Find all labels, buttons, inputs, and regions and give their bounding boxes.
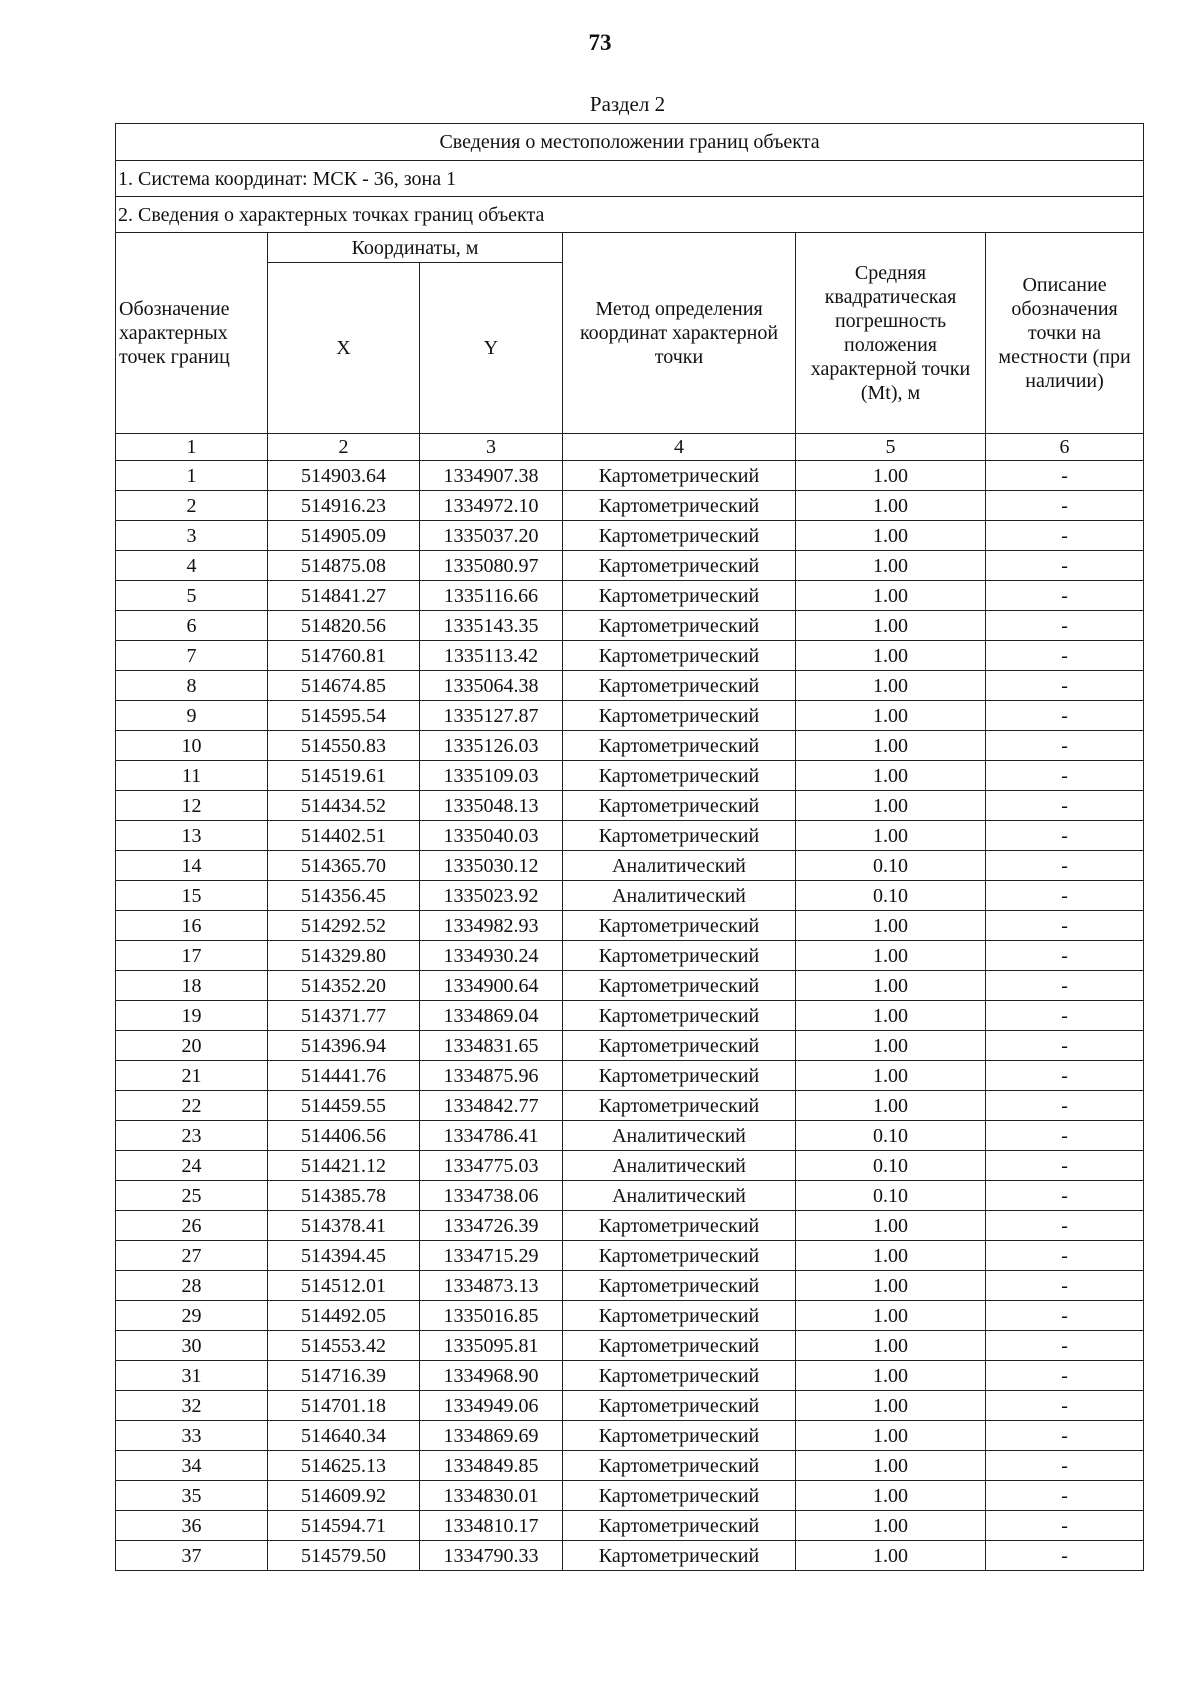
- description-cell: -: [986, 911, 1144, 941]
- error-cell: 1.00: [796, 701, 986, 731]
- method-cell: Картометрический: [563, 821, 796, 851]
- description-cell: -: [986, 1211, 1144, 1241]
- description-cell: -: [986, 491, 1144, 521]
- table-row: [116, 491, 1144, 521]
- x-coordinate-cell: 514701.18: [268, 1391, 420, 1421]
- table-row: [116, 881, 1144, 911]
- header-x: X: [268, 263, 420, 434]
- method-cell: Аналитический: [563, 1181, 796, 1211]
- method-cell: Картометрический: [563, 1001, 796, 1031]
- error-cell: 1.00: [796, 1541, 986, 1571]
- x-coordinate-cell: 514550.83: [268, 731, 420, 761]
- description-cell: -: [986, 881, 1144, 911]
- description-cell: -: [986, 1361, 1144, 1391]
- point-number-cell: 9: [116, 701, 268, 731]
- x-coordinate-cell: 514406.56: [268, 1121, 420, 1151]
- header-description: Описание обозначения точки на местности (при наличии): [986, 233, 1144, 434]
- error-cell: 1.00: [796, 1001, 986, 1031]
- table-row: [116, 1151, 1144, 1181]
- x-coordinate-cell: 514292.52: [268, 911, 420, 941]
- x-coordinate-cell: 514402.51: [268, 821, 420, 851]
- method-cell: Картометрический: [563, 521, 796, 551]
- x-coordinate-cell: 514841.27: [268, 581, 420, 611]
- error-cell: 1.00: [796, 1481, 986, 1511]
- method-cell: Картометрический: [563, 461, 796, 491]
- point-number-cell: 13: [116, 821, 268, 851]
- y-coordinate-cell: 1335126.03: [420, 731, 563, 761]
- y-coordinate-cell: 1335030.12: [420, 851, 563, 881]
- method-cell: Картометрический: [563, 1541, 796, 1571]
- table-row: [116, 1481, 1144, 1511]
- method-cell: Картометрический: [563, 641, 796, 671]
- x-coordinate-cell: 514459.55: [268, 1091, 420, 1121]
- error-cell: 1.00: [796, 761, 986, 791]
- error-cell: 1.00: [796, 731, 986, 761]
- section-label: Раздел 2: [589, 92, 666, 116]
- y-coordinate-cell: 1334869.69: [420, 1421, 563, 1451]
- description-cell: -: [986, 1151, 1144, 1181]
- error-cell: 1.00: [796, 1211, 986, 1241]
- y-coordinate-cell: 1334775.03: [420, 1151, 563, 1181]
- table-title: Сведения о местоположении границ объекта: [116, 124, 1144, 161]
- description-cell: -: [986, 551, 1144, 581]
- description-cell: -: [986, 1511, 1144, 1541]
- y-coordinate-cell: 1334842.77: [420, 1091, 563, 1121]
- header-method: Метод определения координат характерной точки: [563, 233, 796, 434]
- y-coordinate-cell: 1335048.13: [420, 791, 563, 821]
- y-coordinate-cell: 1334982.93: [420, 911, 563, 941]
- description-cell: -: [986, 1421, 1144, 1451]
- error-cell: 1.00: [796, 1391, 986, 1421]
- x-coordinate-cell: 514492.05: [268, 1301, 420, 1331]
- page-number: 73: [588, 30, 612, 55]
- table-row: [116, 701, 1144, 731]
- error-cell: 1.00: [796, 941, 986, 971]
- table-row: [116, 1241, 1144, 1271]
- table-row: [116, 1181, 1144, 1211]
- method-cell: Картометрический: [563, 1091, 796, 1121]
- table-row: [116, 641, 1144, 671]
- error-cell: 1.00: [796, 581, 986, 611]
- column-number: 6: [986, 434, 1144, 461]
- error-cell: 1.00: [796, 1301, 986, 1331]
- table-row: [116, 821, 1144, 851]
- y-coordinate-cell: 1335037.20: [420, 521, 563, 551]
- x-coordinate-cell: 514356.45: [268, 881, 420, 911]
- y-coordinate-cell: 1335113.42: [420, 641, 563, 671]
- table-row: [116, 1001, 1144, 1031]
- y-coordinate-cell: 1334786.41: [420, 1121, 563, 1151]
- error-cell: 1.00: [796, 1421, 986, 1451]
- y-coordinate-cell: 1334810.17: [420, 1511, 563, 1541]
- point-number-cell: 1: [116, 461, 268, 491]
- table-row: [116, 1301, 1144, 1331]
- method-cell: Картометрический: [563, 941, 796, 971]
- description-cell: -: [986, 581, 1144, 611]
- x-coordinate-cell: 514579.50: [268, 1541, 420, 1571]
- y-coordinate-cell: 1335109.03: [420, 761, 563, 791]
- x-coordinate-cell: 514519.61: [268, 761, 420, 791]
- error-cell: 1.00: [796, 1031, 986, 1061]
- x-coordinate-cell: 514760.81: [268, 641, 420, 671]
- y-coordinate-cell: 1335143.35: [420, 611, 563, 641]
- header-row-top: [116, 233, 1144, 263]
- method-cell: Картометрический: [563, 1331, 796, 1361]
- point-number-cell: 28: [116, 1271, 268, 1301]
- table-title-row: [116, 124, 1144, 161]
- method-cell: Картометрический: [563, 731, 796, 761]
- description-cell: -: [986, 611, 1144, 641]
- x-coordinate-cell: 514609.92: [268, 1481, 420, 1511]
- point-number-cell: 15: [116, 881, 268, 911]
- error-cell: 0.10: [796, 1151, 986, 1181]
- point-number-cell: 35: [116, 1481, 268, 1511]
- x-coordinate-cell: 514594.71: [268, 1511, 420, 1541]
- description-cell: -: [986, 641, 1144, 671]
- point-number-cell: 7: [116, 641, 268, 671]
- point-number-cell: 36: [116, 1511, 268, 1541]
- error-cell: 1.00: [796, 521, 986, 551]
- point-number-cell: 10: [116, 731, 268, 761]
- column-number: 4: [563, 434, 796, 461]
- error-cell: 1.00: [796, 1451, 986, 1481]
- x-coordinate-cell: 514640.34: [268, 1421, 420, 1451]
- error-cell: 1.00: [796, 1241, 986, 1271]
- y-coordinate-cell: 1334738.06: [420, 1181, 563, 1211]
- description-cell: -: [986, 1241, 1144, 1271]
- x-coordinate-cell: 514394.45: [268, 1241, 420, 1271]
- y-coordinate-cell: 1334972.10: [420, 491, 563, 521]
- error-cell: 1.00: [796, 461, 986, 491]
- x-coordinate-cell: 514625.13: [268, 1451, 420, 1481]
- x-coordinate-cell: 514352.20: [268, 971, 420, 1001]
- method-cell: Картометрический: [563, 491, 796, 521]
- point-number-cell: 18: [116, 971, 268, 1001]
- point-number-cell: 2: [116, 491, 268, 521]
- method-cell: Картометрический: [563, 1271, 796, 1301]
- error-cell: 1.00: [796, 821, 986, 851]
- point-number-cell: 30: [116, 1331, 268, 1361]
- description-cell: -: [986, 1301, 1144, 1331]
- table-row: [116, 1361, 1144, 1391]
- method-cell: Картометрический: [563, 611, 796, 641]
- table-row: [116, 1331, 1144, 1361]
- y-coordinate-cell: 1335080.97: [420, 551, 563, 581]
- table-row: [116, 521, 1144, 551]
- method-cell: Аналитический: [563, 881, 796, 911]
- point-number-cell: 4: [116, 551, 268, 581]
- method-cell: Картометрический: [563, 971, 796, 1001]
- method-cell: Картометрический: [563, 911, 796, 941]
- y-coordinate-cell: 1334875.96: [420, 1061, 563, 1091]
- method-cell: Картометрический: [563, 1451, 796, 1481]
- error-cell: 0.10: [796, 881, 986, 911]
- point-number-cell: 25: [116, 1181, 268, 1211]
- x-coordinate-cell: 514903.64: [268, 461, 420, 491]
- description-cell: -: [986, 1331, 1144, 1361]
- x-coordinate-cell: 514553.42: [268, 1331, 420, 1361]
- method-cell: Картометрический: [563, 1361, 796, 1391]
- point-number-cell: 27: [116, 1241, 268, 1271]
- description-cell: -: [986, 941, 1144, 971]
- error-cell: 1.00: [796, 1331, 986, 1361]
- x-coordinate-cell: 514396.94: [268, 1031, 420, 1061]
- table-row: [116, 1031, 1144, 1061]
- y-coordinate-cell: 1335095.81: [420, 1331, 563, 1361]
- point-number-cell: 33: [116, 1421, 268, 1451]
- method-cell: Картометрический: [563, 551, 796, 581]
- x-coordinate-cell: 514674.85: [268, 671, 420, 701]
- description-cell: -: [986, 1001, 1144, 1031]
- table-row: [116, 581, 1144, 611]
- x-coordinate-cell: 514371.77: [268, 1001, 420, 1031]
- error-cell: 1.00: [796, 971, 986, 1001]
- table-row: [116, 761, 1144, 791]
- error-cell: 0.10: [796, 1121, 986, 1151]
- points-heading-row: [116, 197, 1144, 233]
- table-row: [116, 1421, 1144, 1451]
- description-cell: -: [986, 1091, 1144, 1121]
- point-number-cell: 29: [116, 1301, 268, 1331]
- y-coordinate-cell: 1334726.39: [420, 1211, 563, 1241]
- point-number-cell: 8: [116, 671, 268, 701]
- coordinate-system: 1. Система координат: МСК - 36, зона 1: [116, 161, 1144, 197]
- error-cell: 1.00: [796, 641, 986, 671]
- y-coordinate-cell: 1334907.38: [420, 461, 563, 491]
- point-number-cell: 11: [116, 761, 268, 791]
- description-cell: -: [986, 461, 1144, 491]
- point-number-cell: 21: [116, 1061, 268, 1091]
- error-cell: 1.00: [796, 671, 986, 701]
- table-row: [116, 1541, 1144, 1571]
- y-coordinate-cell: 1334849.85: [420, 1451, 563, 1481]
- x-coordinate-cell: 514385.78: [268, 1181, 420, 1211]
- table-row: [116, 731, 1144, 761]
- y-coordinate-cell: 1335116.66: [420, 581, 563, 611]
- method-cell: Картометрический: [563, 1211, 796, 1241]
- column-number: 5: [796, 434, 986, 461]
- method-cell: Картометрический: [563, 1511, 796, 1541]
- table-row: [116, 911, 1144, 941]
- error-cell: 1.00: [796, 911, 986, 941]
- x-coordinate-cell: 514421.12: [268, 1151, 420, 1181]
- error-cell: 1.00: [796, 1511, 986, 1541]
- error-cell: 1.00: [796, 791, 986, 821]
- point-number-cell: 14: [116, 851, 268, 881]
- description-cell: -: [986, 1541, 1144, 1571]
- description-cell: -: [986, 1181, 1144, 1211]
- column-number: 2: [268, 434, 420, 461]
- y-coordinate-cell: 1334930.24: [420, 941, 563, 971]
- y-coordinate-cell: 1335064.38: [420, 671, 563, 701]
- header-y: Y: [420, 263, 563, 434]
- y-coordinate-cell: 1335016.85: [420, 1301, 563, 1331]
- description-cell: -: [986, 1121, 1144, 1151]
- error-cell: 0.10: [796, 851, 986, 881]
- point-number-cell: 23: [116, 1121, 268, 1151]
- error-cell: 1.00: [796, 1061, 986, 1091]
- point-number-cell: 24: [116, 1151, 268, 1181]
- y-coordinate-cell: 1334949.06: [420, 1391, 563, 1421]
- description-cell: -: [986, 1481, 1144, 1511]
- header-coordinates: Координаты, м: [268, 233, 563, 263]
- table-row: [116, 611, 1144, 641]
- point-number-cell: 12: [116, 791, 268, 821]
- x-coordinate-cell: 514916.23: [268, 491, 420, 521]
- points-heading: 2. Сведения о характерных точках границ объекта: [116, 197, 1144, 233]
- column-number: 1: [116, 434, 268, 461]
- x-coordinate-cell: 514434.52: [268, 791, 420, 821]
- table-row: [116, 971, 1144, 1001]
- description-cell: -: [986, 821, 1144, 851]
- error-cell: 1.00: [796, 1271, 986, 1301]
- x-coordinate-cell: 514329.80: [268, 941, 420, 971]
- x-coordinate-cell: 514595.54: [268, 701, 420, 731]
- method-cell: Аналитический: [563, 851, 796, 881]
- error-cell: 1.00: [796, 1361, 986, 1391]
- description-cell: -: [986, 1391, 1144, 1421]
- x-coordinate-cell: 514820.56: [268, 611, 420, 641]
- coordinate-system-row: [116, 161, 1144, 197]
- description-cell: -: [986, 671, 1144, 701]
- description-cell: -: [986, 1451, 1144, 1481]
- x-coordinate-cell: 514378.41: [268, 1211, 420, 1241]
- table-row: [116, 461, 1144, 491]
- y-coordinate-cell: 1334715.29: [420, 1241, 563, 1271]
- y-coordinate-cell: 1334831.65: [420, 1031, 563, 1061]
- table-row: [116, 851, 1144, 881]
- y-coordinate-cell: 1334790.33: [420, 1541, 563, 1571]
- x-coordinate-cell: 514905.09: [268, 521, 420, 551]
- y-coordinate-cell: 1335127.87: [420, 701, 563, 731]
- point-number-cell: 32: [116, 1391, 268, 1421]
- x-coordinate-cell: 514716.39: [268, 1361, 420, 1391]
- point-number-cell: 5: [116, 581, 268, 611]
- header-designation: Обозначение характерных точек границ: [116, 233, 268, 434]
- table-row: [116, 1061, 1144, 1091]
- description-cell: -: [986, 971, 1144, 1001]
- y-coordinate-cell: 1334873.13: [420, 1271, 563, 1301]
- column-numbers-row: [116, 434, 1144, 461]
- y-coordinate-cell: 1334968.90: [420, 1361, 563, 1391]
- method-cell: Аналитический: [563, 1151, 796, 1181]
- error-cell: 1.00: [796, 611, 986, 641]
- point-number-cell: 34: [116, 1451, 268, 1481]
- point-number-cell: 26: [116, 1211, 268, 1241]
- error-cell: 1.00: [796, 551, 986, 581]
- x-coordinate-cell: 514875.08: [268, 551, 420, 581]
- description-cell: -: [986, 791, 1144, 821]
- description-cell: -: [986, 521, 1144, 551]
- table-row: [116, 671, 1144, 701]
- x-coordinate-cell: 514441.76: [268, 1061, 420, 1091]
- table-row: [116, 1391, 1144, 1421]
- x-coordinate-cell: 514365.70: [268, 851, 420, 881]
- method-cell: Аналитический: [563, 1121, 796, 1151]
- method-cell: Картометрический: [563, 761, 796, 791]
- method-cell: Картометрический: [563, 701, 796, 731]
- table-row: [116, 551, 1144, 581]
- table-row: [116, 1451, 1144, 1481]
- error-cell: 0.10: [796, 1181, 986, 1211]
- table-row: [116, 1121, 1144, 1151]
- method-cell: Картометрический: [563, 1061, 796, 1091]
- method-cell: Картометрический: [563, 791, 796, 821]
- header-error: Средняя квадратическая погрешность положения характерной точки (Mt), м: [796, 233, 986, 434]
- boundary-points-table: [115, 123, 1144, 1571]
- description-cell: -: [986, 731, 1144, 761]
- table-row: [116, 1211, 1144, 1241]
- point-number-cell: 3: [116, 521, 268, 551]
- method-cell: Картометрический: [563, 671, 796, 701]
- description-cell: -: [986, 701, 1144, 731]
- description-cell: -: [986, 1061, 1144, 1091]
- description-cell: -: [986, 851, 1144, 881]
- method-cell: Картометрический: [563, 1031, 796, 1061]
- description-cell: -: [986, 1271, 1144, 1301]
- y-coordinate-cell: 1335040.03: [420, 821, 563, 851]
- table-row: [116, 791, 1144, 821]
- table-row: [116, 1511, 1144, 1541]
- method-cell: Картометрический: [563, 1391, 796, 1421]
- description-cell: -: [986, 761, 1144, 791]
- point-number-cell: 17: [116, 941, 268, 971]
- error-cell: 1.00: [796, 491, 986, 521]
- y-coordinate-cell: 1334830.01: [420, 1481, 563, 1511]
- y-coordinate-cell: 1334900.64: [420, 971, 563, 1001]
- point-number-cell: 20: [116, 1031, 268, 1061]
- column-number: 3: [420, 434, 563, 461]
- method-cell: Картометрический: [563, 1301, 796, 1331]
- point-number-cell: 37: [116, 1541, 268, 1571]
- table-row: [116, 1271, 1144, 1301]
- table-row: [116, 941, 1144, 971]
- table-row: [116, 1091, 1144, 1121]
- description-cell: -: [986, 1031, 1144, 1061]
- y-coordinate-cell: 1334869.04: [420, 1001, 563, 1031]
- x-coordinate-cell: 514512.01: [268, 1271, 420, 1301]
- method-cell: Картометрический: [563, 1241, 796, 1271]
- method-cell: Картометрический: [563, 1421, 796, 1451]
- point-number-cell: 19: [116, 1001, 268, 1031]
- point-number-cell: 22: [116, 1091, 268, 1121]
- y-coordinate-cell: 1335023.92: [420, 881, 563, 911]
- method-cell: Картометрический: [563, 581, 796, 611]
- method-cell: Картометрический: [563, 1481, 796, 1511]
- point-number-cell: 16: [116, 911, 268, 941]
- point-number-cell: 6: [116, 611, 268, 641]
- point-number-cell: 31: [116, 1361, 268, 1391]
- error-cell: 1.00: [796, 1091, 986, 1121]
